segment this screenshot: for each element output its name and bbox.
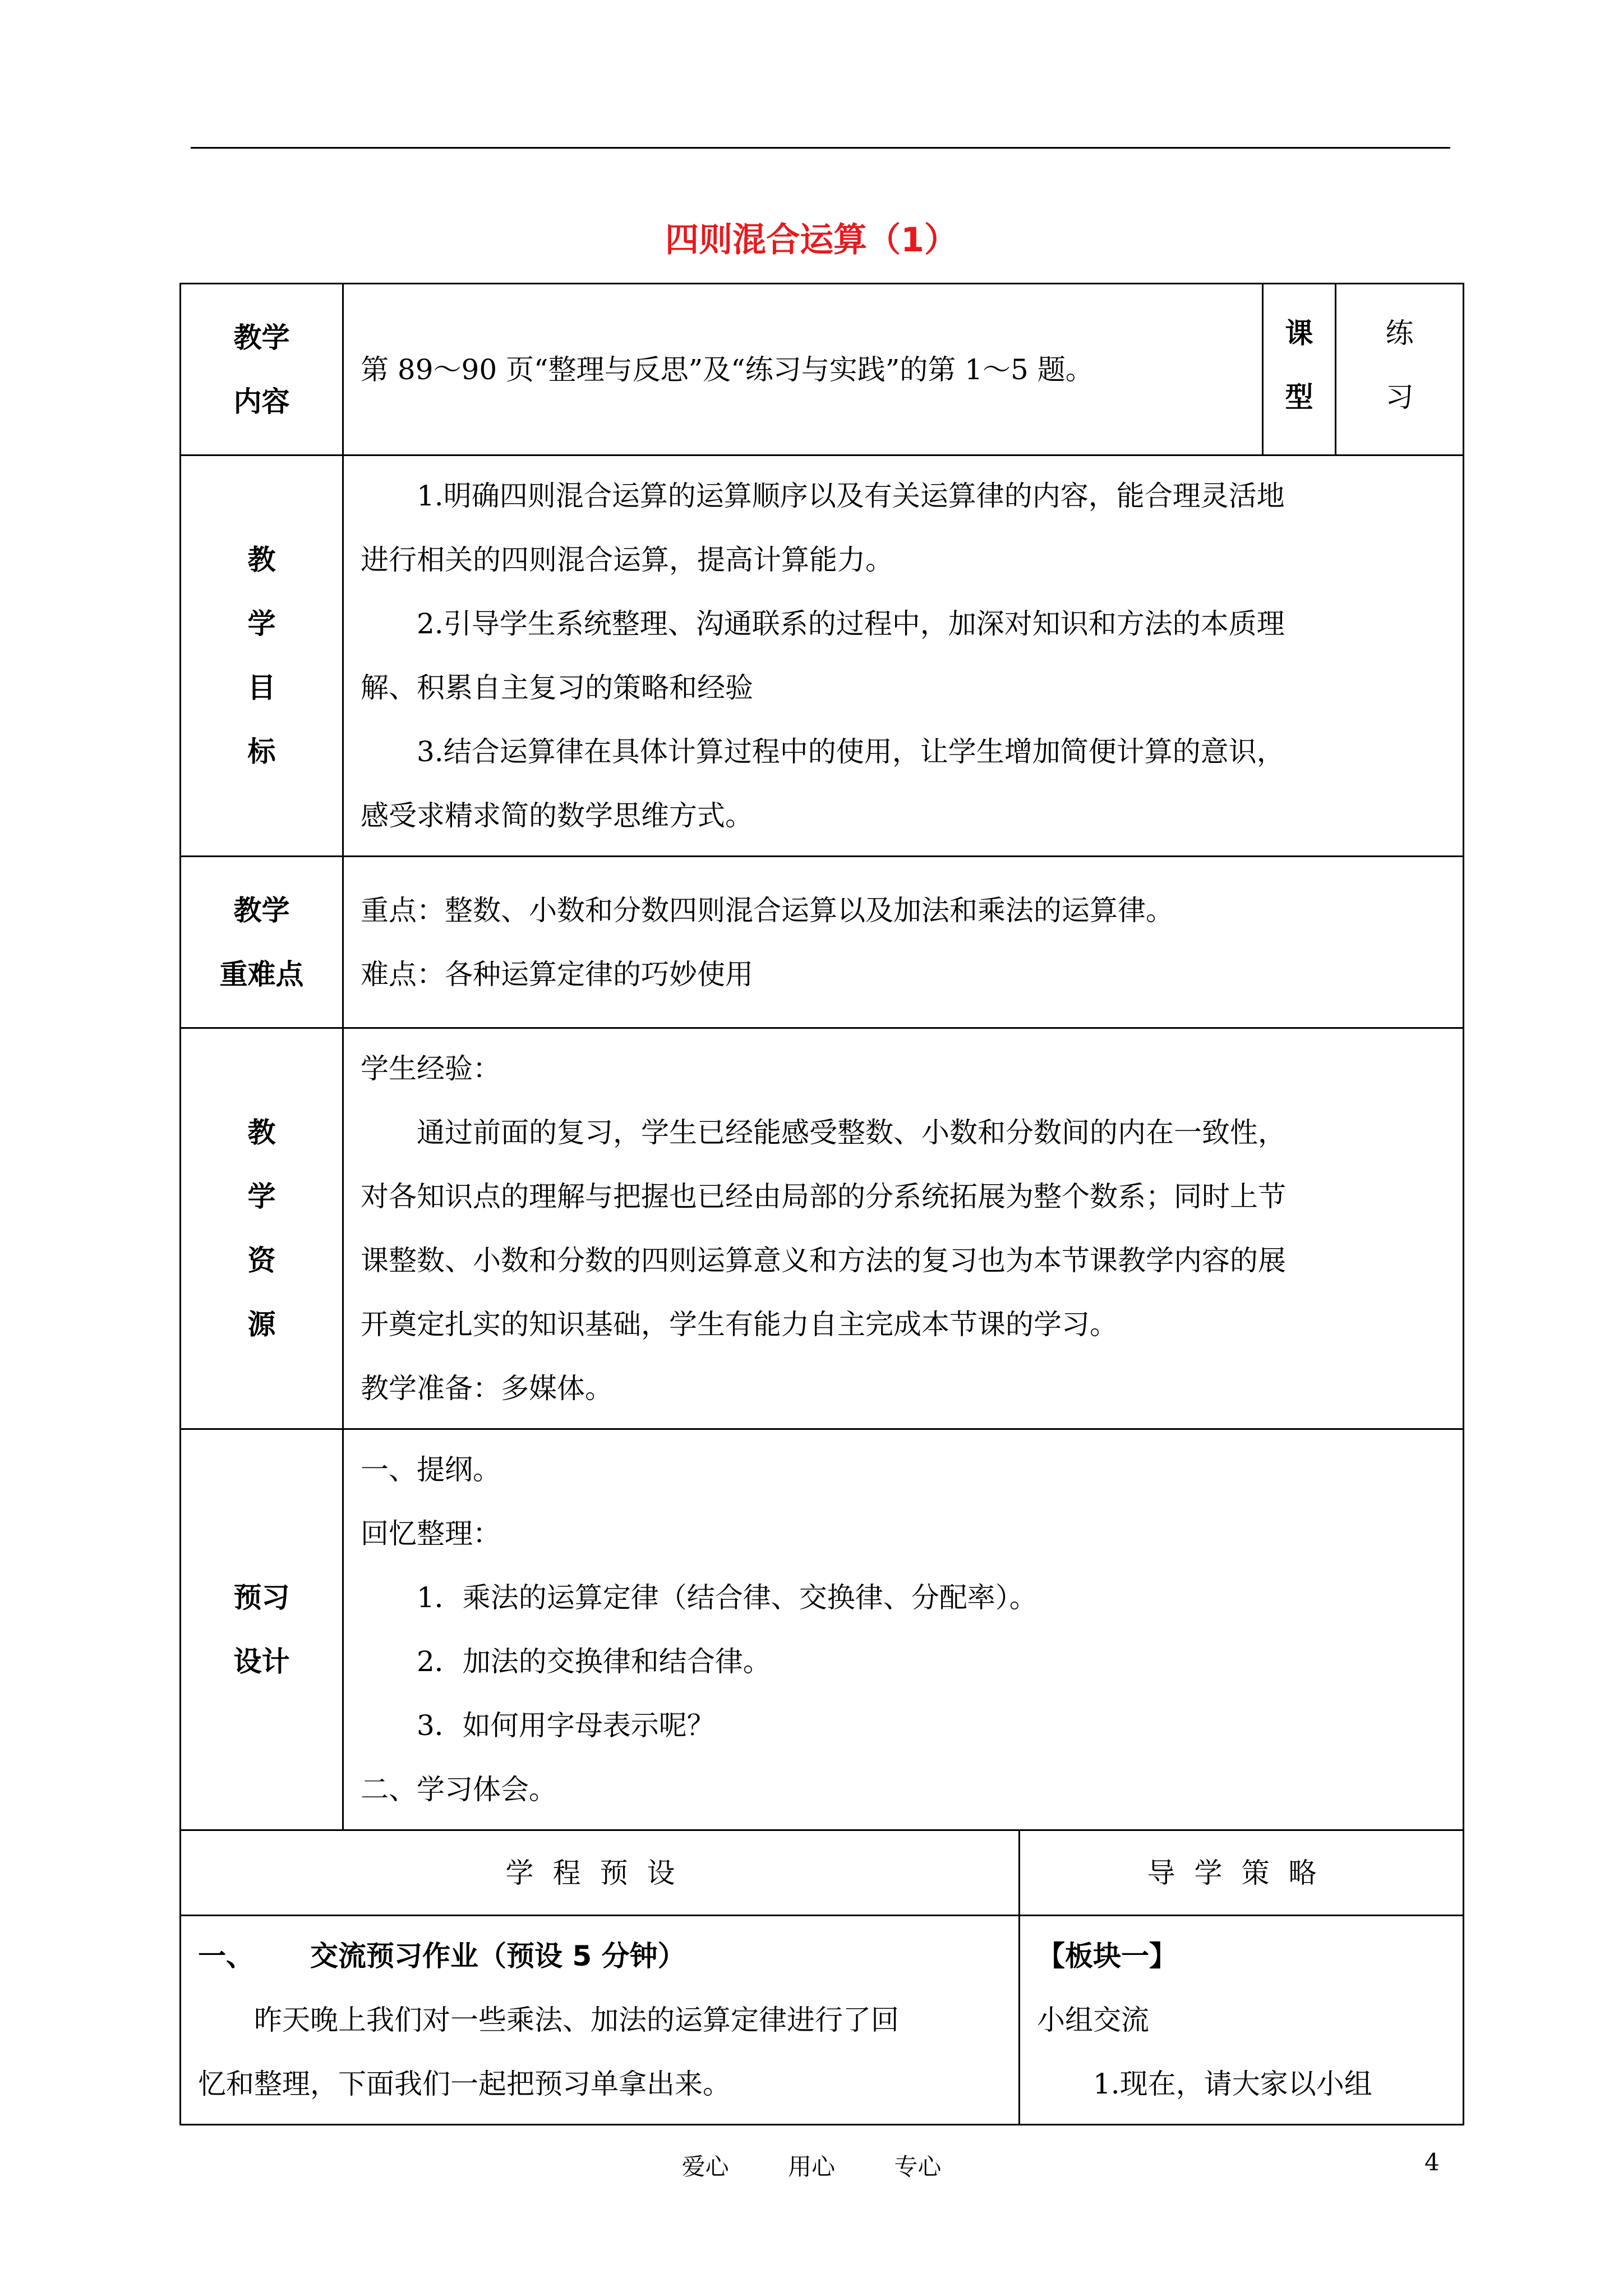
label-line: 内容 xyxy=(233,385,290,418)
label-teaching-goals xyxy=(181,455,343,857)
type-value-line: 习 xyxy=(1385,381,1414,413)
focus-line: 重点：整数、小数和分数四则混合运算以及加法和乘法的运算律。 xyxy=(361,894,1174,927)
type-value-line: 练 xyxy=(1385,317,1414,349)
row-teaching-content xyxy=(181,284,1464,455)
page-number: 4 xyxy=(1424,2148,1440,2176)
label-line: 重难点 xyxy=(219,958,304,991)
page-title: 四则混合运算（1） xyxy=(665,220,958,260)
difficulty-line: 难点：各种运算定律的巧妙使用 xyxy=(361,958,753,991)
process-right-cell xyxy=(1020,1916,1464,2125)
process-left-cell xyxy=(181,1916,1020,2125)
row-teaching-goals xyxy=(181,455,1464,857)
label-char: 标 xyxy=(247,735,276,768)
preview-line: 二、学习体会。 xyxy=(361,1773,557,1806)
process-left-title xyxy=(198,1924,1004,1988)
label-char: 教 xyxy=(247,544,276,576)
process-left-line: 忆和整理，下面我们一起把预习单拿出来。 xyxy=(198,2068,731,2100)
label-line: 教学 xyxy=(233,894,290,927)
preview-line: 2．加法的交换律和结合律。 xyxy=(417,1645,771,1678)
row-preview-design xyxy=(181,1429,1464,1830)
resources-prep: 教学准备：多媒体。 xyxy=(361,1372,613,1405)
label-char: 学 xyxy=(247,608,276,640)
label-char: 源 xyxy=(247,1308,276,1341)
goal-line: 2.引导学生系统整理、沟通联系的过程中，加深对知识和方法的本质理 xyxy=(417,608,1285,640)
teaching-content-cell xyxy=(343,284,1263,455)
row-process-headers xyxy=(181,1830,1464,1916)
preview-line: 1．乘法的运算定律（结合律、交换律、分配率）。 xyxy=(417,1581,1038,1614)
preview-design-cell xyxy=(343,1429,1464,1830)
label-key-points xyxy=(181,857,343,1028)
row-key-points xyxy=(181,857,1464,1028)
goal-line: 进行相关的四则混合运算，提高计算能力。 xyxy=(361,544,893,576)
label-char: 目 xyxy=(247,671,276,704)
page-footer xyxy=(0,2148,1623,2182)
process-left-title-num: 一、 xyxy=(198,1940,254,1972)
label-line: 设计 xyxy=(233,1645,290,1678)
label-line: 预习 xyxy=(233,1581,290,1614)
teaching-content-text: 第 89～90 页“整理与反思”及“练习与实践”的第 1～5 题。 xyxy=(361,353,1094,386)
resources-line: 通过前面的复习，学生已经能感受整数、小数和分数间的内在一致性， xyxy=(417,1116,1286,1149)
teaching-goals-cell xyxy=(343,455,1464,857)
goal-line: 3.结合运算律在具体计算过程中的使用，让学生增加简便计算的意识， xyxy=(417,735,1285,768)
process-header-left: 学程预设 xyxy=(181,1830,1020,1916)
resources-line: 开奠定扎实的知识基础，学生有能力自主完成本节课的学习。 xyxy=(361,1308,1118,1341)
resources-line: 对各知识点的理解与把握也已经由局部的分系统拓展为整个数系；同时上节 xyxy=(361,1180,1286,1213)
footer-item: 用心 xyxy=(787,2153,835,2180)
process-left-line: 昨天晚上我们对一些乘法、加法的运算定律进行了回 xyxy=(254,2004,899,2036)
type-label-line: 型 xyxy=(1285,381,1313,413)
teaching-resources-cell xyxy=(343,1028,1464,1429)
type-label-line: 课 xyxy=(1285,317,1313,349)
goal-line: 解、积累自主复习的策略和经验 xyxy=(361,671,753,704)
label-line: 教学 xyxy=(233,321,290,354)
key-points-cell xyxy=(343,857,1464,1028)
resources-heading: 学生经验： xyxy=(361,1052,501,1085)
label-teaching-resources xyxy=(181,1028,343,1429)
label-char: 资 xyxy=(247,1244,276,1277)
preview-line: 一、提纲。 xyxy=(361,1453,501,1486)
resources-line: 课整数、小数和分数的四则运算意义和方法的复习也为本节课教学内容的展 xyxy=(361,1244,1286,1277)
preview-line: 3．如何用字母表示呢？ xyxy=(417,1709,715,1742)
lesson-type-value xyxy=(1336,284,1464,455)
footer-item: 专心 xyxy=(894,2153,942,2180)
label-char: 学 xyxy=(247,1180,276,1213)
label-preview-design xyxy=(181,1429,343,1830)
process-right-line: 1.现在，请大家以小组 xyxy=(1093,2068,1372,2100)
process-right-title: 【板块一】 xyxy=(1037,1940,1177,1972)
preview-line: 回忆整理： xyxy=(361,1517,501,1550)
goal-line: 感受求精求简的数学思维方式。 xyxy=(361,799,753,832)
process-right-line: 小组交流 xyxy=(1037,2004,1149,2036)
header-rule xyxy=(191,147,1450,149)
footer-item: 爱心 xyxy=(681,2153,729,2180)
row-teaching-resources xyxy=(181,1028,1464,1429)
goal-line: 1.明确四则混合运算的运算顺序以及有关运算律的内容，能合理灵活地 xyxy=(417,480,1285,512)
lesson-plan-table xyxy=(179,283,1464,2125)
label-char: 教 xyxy=(247,1116,276,1149)
label-teaching-content xyxy=(181,284,343,455)
process-header-right: 导学策略 xyxy=(1020,1830,1464,1916)
lesson-type-label xyxy=(1263,284,1336,455)
process-left-title-text: 交流预习作业（预设 5 分钟） xyxy=(310,1940,686,1972)
row-process-content xyxy=(181,1916,1464,2125)
